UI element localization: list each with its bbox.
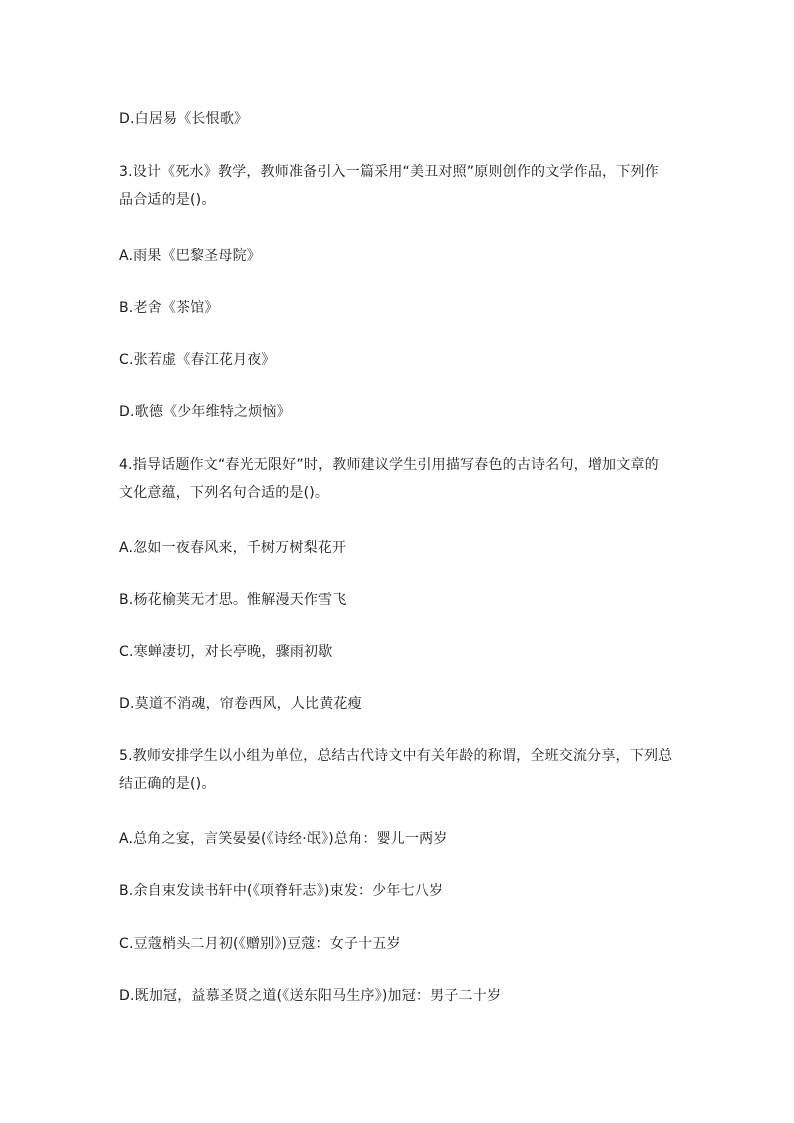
question-3-line-1: 3.设计《死水》教学，教师准备引入一篇采用“美丑对照”原则创作的文学作品，下列作 [119,164,659,180]
option-c-q3: C.张若虚《春江花月夜》 [119,352,276,368]
option-b-q3: B.老舍《茶馆》 [119,300,219,316]
option-a-q3: A.雨果《巴黎圣母院》 [119,248,261,264]
option-d-q2: D.白居易《长恨歌》 [119,111,249,127]
option-b-q4: B.杨花榆荚无才思。惟解漫天作雪飞 [119,592,347,608]
option-d-q3: D.歌德《少年维特之烦恼》 [119,404,291,420]
option-c-q5: C.豆蔻梢头二月初(《赠别》)豆蔻：女子十五岁 [119,936,401,952]
question-5-line-1: 5.教师安排学生以小组为单位，总结古代诗文中有关年龄的称谓，全班交流分享，下列总 [119,748,673,764]
question-3-line-2: 品合适的是()。 [119,192,216,208]
question-4-line-1: 4.指导话题作文“春光无限好”时，教师建议学生引用描写春色的古诗名句，增加文章的 [119,457,659,473]
option-a-q4: A.忽如一夜春风来，千树万树梨花开 [119,540,347,556]
option-d-q5: D.既加冠，益慕圣贤之道(《送东阳马生序》)加冠：男子二十岁 [119,988,502,1004]
question-5-line-2: 结正确的是()。 [119,776,216,792]
option-b-q5: B.余自束发读书轩中(《项脊轩志》)束发：少年七八岁 [119,883,444,899]
question-4-line-2: 文化意蕴，下列名句合适的是()。 [119,485,330,501]
option-d-q4: D.莫道不消魂，帘卷西风，人比黄花瘦 [119,696,362,712]
option-c-q4: C.寒蝉凄切，对长亭晚，骤雨初歇 [119,644,333,660]
option-a-q5: A.总角之宴，言笑晏晏(《诗经·氓》)总角：婴儿一两岁 [119,831,448,847]
